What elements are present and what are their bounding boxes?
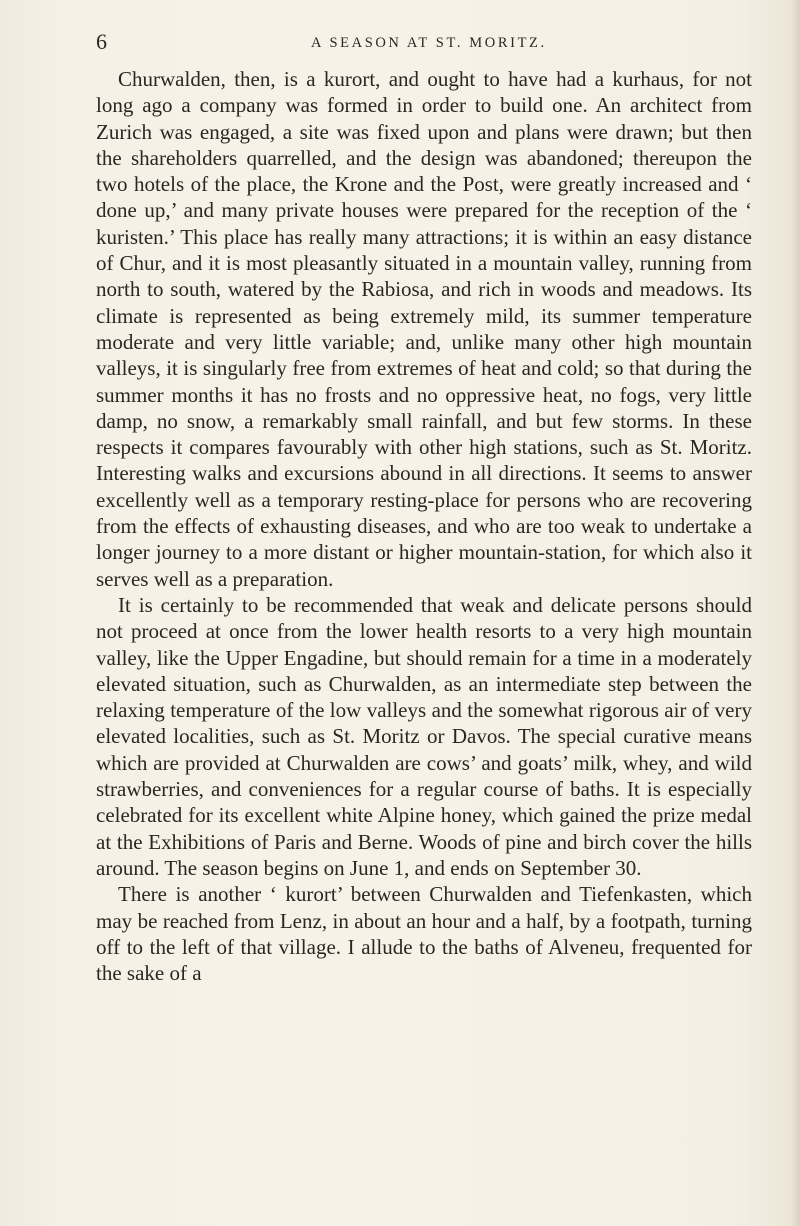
- running-head: [96, 30, 748, 54]
- body-text: [96, 66, 752, 986]
- page-number: 6: [96, 29, 107, 54]
- paragraph: Churwalden, then, is a kurort, and ought to have had a kurhaus, for not long ago a company was formed in order to build one. An architect from Zurich was engaged, a site was fixed upon and plans were drawn; but then the shareholders quarrelled, and the design was abandoned; thereupon the two hotels of the place, the Krone and the Post, were greatly increased and ‘ done up,’ and many private houses were prepared for the reception of the ‘ kuristen.’ This place has really many attractions; it is within an easy distance of Chur, and it is most pleasantly situated in a mountain valley, running from north to south, watered by the Rabiosa, and rich in woods and meadows. Its climate is represented as being extremely mild, its summer temperature moderate and very little variable; and, unlike many other high mountain valleys, it is singularly free from extremes of heat and cold; so that during the summer months it has no frosts and no oppressive heat, no fogs, very little damp, no snow, a remarkably small rainfall, and but few storms. In these respects it compares favourably with other high stations, such as St. Moritz. Interesting walks and excursions abound in all directions. It seems to answer excellently well as a temporary resting-place for persons who are recovering from the effects of exhausting diseases, and who are too weak to undertake a longer journey to a more distant or higher mountain-station, for which also it serves well as a preparation.: [96, 67, 752, 591]
- paragraph: There is another ‘ kurort’ between Churwalden and Tiefenkasten, which may be reached from Lenz, in about an hour and a half, by a footpath, turning off to the left of that village. I allude to the baths of Alveneu, frequented for the sake of a: [96, 882, 752, 986]
- page-edge-shadow: [790, 0, 800, 1226]
- running-title: A SEASON AT ST. MORITZ.: [311, 35, 547, 51]
- paragraph: It is certainly to be recommended that weak and delicate persons should not proceed at once from the lower health resorts to a very high mountain valley, like the Upper Engadine, but should remain for a time in a moderately elevated situation, such as Churwalden, as an intermediate step between the relaxing temperature of the low valleys and the somewhat rigorous air of very elevated localities, such as St. Moritz or Davos. The special curative means which are provided at Churwalden are cows’ and goats’ milk, whey, and wild strawberries, and conveniences for a regular course of baths. It is especially celebrated for its excellent white Alpine honey, which gained the prize medal at the Exhibitions of Paris and Berne. Woods of pine and birch cover the hills around. The season begins on June 1, and ends on September 30.: [96, 592, 752, 880]
